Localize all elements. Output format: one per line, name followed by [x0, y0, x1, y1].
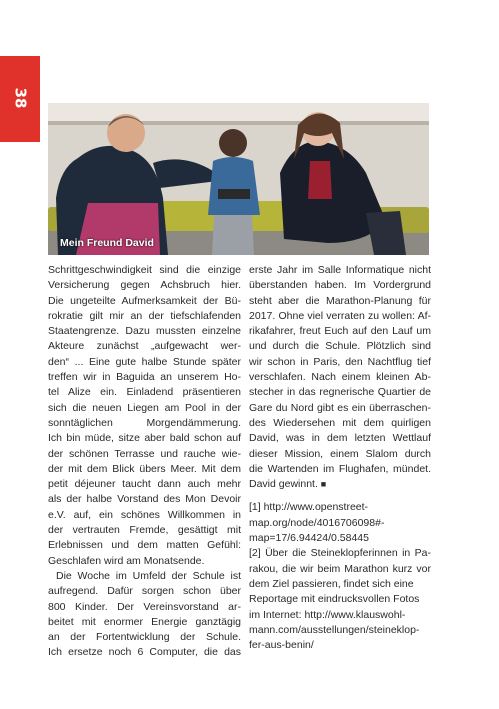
text-line: Ich bin müde, sitze aber bald schon auf [48, 432, 241, 445]
footnote-line: [1] http://www.openstreet- [249, 501, 369, 514]
text-line: und durch die Schule. Plötzlich sind [249, 340, 431, 353]
text-line: treffen wir in Baguida an unserem Ho- [48, 371, 241, 384]
text-line: rokratie gilt mir an der tiefschlafenden [48, 309, 241, 322]
article-left-column [48, 263, 241, 661]
text-line: aufregend. Dafür sorgen schon über [48, 585, 241, 598]
text-line: wir schon in Paris, den Nachtflug tief [249, 355, 431, 368]
text-line: dieser Mission, einem Slalom durch [249, 447, 431, 460]
footnote-line: map=17/6.94424/0.58445 [249, 532, 369, 545]
text-line: als der halbe Vorstand des Mon Devoir [48, 493, 241, 506]
text-line: der vertrauten Fremde, gesättigt mit [48, 524, 241, 537]
text-line: Ich ersetze noch 6 Computer, die das [48, 646, 241, 659]
text-line: tel Alize ein. Einladend präsentieren [48, 386, 241, 399]
text-line: Schrittgeschwindigkeit sind die einzige [48, 264, 241, 276]
text-line: Versicherung gegen Achsbruch hier. [48, 279, 241, 292]
footnote-line: Reportage mit eindrucksvollen Fotos [249, 593, 420, 606]
text-line: die Wartenden im Flughafen, mündet. [249, 462, 431, 475]
footnote-line: map.org/node/4016706098#- [249, 516, 385, 529]
text-line: 2017. Ohne viel verraten zu wollen: Af- [249, 309, 431, 322]
article-final-line [249, 477, 431, 492]
text-line: Staatengrenze. Dazu mussten einzelne [48, 325, 241, 338]
page-number-text: 38 [11, 87, 29, 109]
text-line: sonntäglichen Morgendämmerung. [48, 416, 241, 429]
article-right-column [249, 263, 431, 653]
photo-illustration [48, 103, 429, 255]
footnote-line: [2] Über die Steineklopferinnen in Pa- [249, 547, 431, 560]
text-line: David gewinnt. [249, 478, 318, 491]
text-line: Akteure zunächst „aufgewacht wer- [48, 340, 241, 353]
text-line: e.V. auf, ein schönes Willkommen in [48, 508, 241, 521]
text-line: David, was in dem letzten Wettlauf [249, 432, 431, 445]
text-line: sich die neuen Liegen am Pool in der [48, 401, 241, 414]
text-line: der mit dem Blick übers Meer. Mit dem [48, 462, 241, 475]
article-photo [48, 103, 429, 255]
text-line: stecher in das regnerische Quartier de [249, 386, 431, 399]
text-line: Geschlafen wird am Monatsende. [48, 554, 205, 567]
text-line: den“ ... Eine gute halbe Stunde später [48, 355, 241, 368]
text-line: erste Jahr im Salle Informatique nicht [249, 264, 431, 276]
footnote-line: dem Ziel passieren, findet sich eine [249, 577, 414, 590]
text-line: beitet mit enormer Energie ganztägig [48, 615, 241, 628]
text-line: Die Woche im Umfeld der Schule ist [56, 569, 241, 582]
text-line: Die ungeteilte Aufmerksamkeit der Bü- [48, 294, 241, 307]
text-line: verschlafen. Nach einem kleinen Ab- [249, 371, 431, 384]
photo-caption: Mein Freund David [60, 237, 154, 249]
footnote-line: im Internet: http://www.klauswohl- [249, 608, 406, 621]
footnote-line: fer-aus-benin/ [249, 639, 314, 652]
footnote-line: mann.com/ausstellungen/steineklop- [249, 623, 420, 636]
text-line: rikafahrer, freut Euch auf den Lauf um [249, 325, 431, 338]
text-line: überstanden haben. Im Vordergrund [249, 279, 431, 292]
text-line: der schönen Terrasse und rauche wie- [48, 447, 241, 460]
text-line: Gare du Nord gibt es ein überraschen- [249, 401, 431, 414]
footnote-line: rakou, die wir beim Marathon kurz vor [249, 562, 431, 575]
text-line: Erlebnissen und dem matten Gefühl: [48, 539, 241, 552]
spacer [249, 492, 431, 500]
text-line: petit déjeuner taucht dann auch mehr [48, 478, 241, 491]
page-number [2, 70, 38, 126]
text-line: steht aber die Marathon-Planung für [249, 294, 431, 307]
text-line: 800 Kinder. Der Vereinsvorstand ar- [48, 600, 241, 613]
text-line: des Wiedersehen mit dem quirligen [249, 416, 431, 429]
text-line: an der Fortentwicklung der Schule. [48, 631, 241, 644]
end-of-article-square-icon: ■ [320, 479, 327, 490]
